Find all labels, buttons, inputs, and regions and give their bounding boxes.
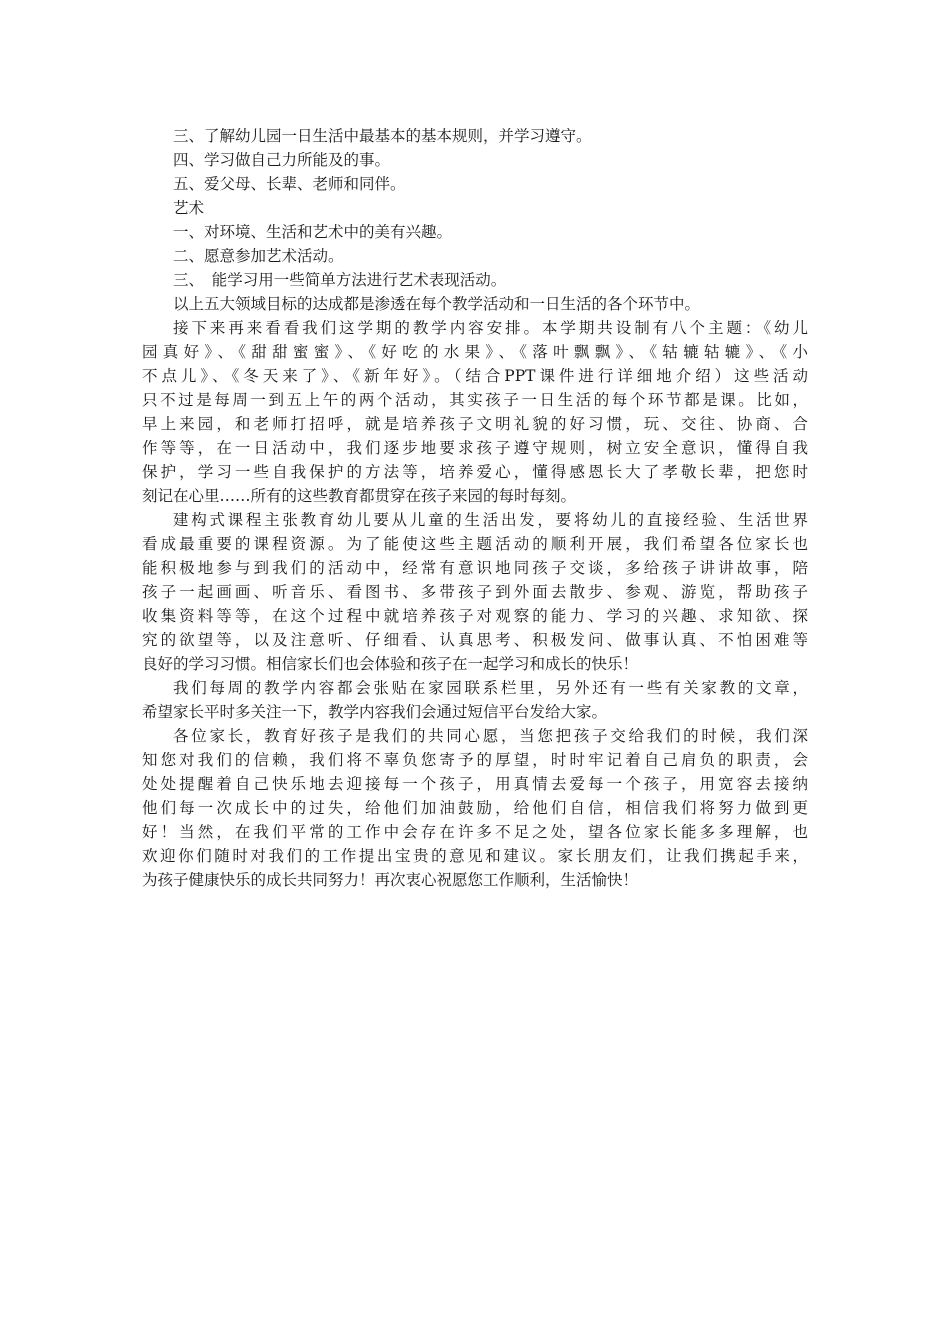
text-line: 以上五大领域目标的达成都是渗透在每个教学活动和一日生活的各个环节中。 bbox=[173, 295, 701, 313]
text-line: 收集资料等等，在这个过程中就培养孩子对观察的能力、学习的兴趣、求知欲、探 bbox=[142, 607, 808, 625]
text-line: 一、对环境、生活和艺术中的美有兴趣。 bbox=[173, 223, 453, 241]
text-line: 究的欲望等，以及注意听、仔细看、认真思考、积极发问、做事认真、不怕困难等 bbox=[142, 631, 808, 649]
text-line: 二、愿意参加艺术活动。 bbox=[173, 247, 344, 265]
text-line: 好！当然，在我们平常的工作中会存在许多不足之处，望各位家长能多多理解，也 bbox=[142, 823, 808, 841]
text-line: 三、了解幼儿园一日生活中最基本的基本规则，并学习遵守。 bbox=[173, 127, 592, 145]
text-line: 孩子一起画画、听音乐、看图书、多带孩子到外面去散步、参观、游览，帮助孩子 bbox=[142, 583, 808, 601]
text-line: 作等等，在一日活动中，我们逐步地要求孩子遵守规则，树立安全意识，懂得自我 bbox=[142, 439, 808, 457]
text-line: 能积极地参与到我们的活动中，经常有意识地同孩子交谈，多给孩子讲讲故事，陪 bbox=[142, 559, 808, 577]
text-line: 欢迎你们随时对我们的工作提出宝贵的意见和建议。家长朋友们，让我们携起手来， bbox=[142, 847, 808, 865]
text-line: 我们每周的教学内容都会张贴在家园联系栏里，另外还有一些有关家教的文章， bbox=[173, 679, 808, 697]
text-line: 不点儿》、《冬天来了》、《新年好》。（结合PPT课件进行详细地介绍）这些活动 bbox=[142, 367, 808, 385]
document-body bbox=[142, 124, 808, 892]
text-line: 各位家长，教育好孩子是我们的共同心愿，当您把孩子交给我们的时候，我们深 bbox=[173, 727, 808, 745]
text-line: 保护，学习一些自我保护的方法等，培养爱心，懂得感恩长大了孝敬长辈，把您时 bbox=[142, 463, 808, 481]
text-line: 四、学习做自己力所能及的事。 bbox=[173, 151, 391, 169]
text-line: 知您对我们的信赖，我们将不辜负您寄予的厚望，时时牢记着自己肩负的职责，会 bbox=[142, 751, 808, 769]
text-line: 希望家长平时多关注一下，教学内容我们会通过短信平台发给大家。 bbox=[142, 703, 608, 721]
text-line: 处处提醒着自己快乐地去迎接每一个孩子，用真情去爱每一个孩子，用宽容去接纳 bbox=[142, 775, 808, 793]
text-line: 建构式课程主张教育幼儿要从儿童的生活出发，要将幼儿的直接经验、生活世界 bbox=[173, 511, 808, 529]
text-line: 艺术 bbox=[173, 199, 205, 217]
text-line: 三、 能学习用一些简单方法进行艺术表现活动。 bbox=[173, 271, 507, 289]
text-line: 只不过是每周一到五上午的两个活动，其实孩子一日生活的每个环节都是课。比如， bbox=[142, 391, 808, 409]
text-line: 园真好》、《甜甜蜜蜜》、《好吃的水果》、《落叶飘飘》、《轱辘轱辘》、《小 bbox=[142, 343, 808, 361]
text-line: 看成最重要的课程资源。为了能使这些主题活动的顺利开展，我们希望各位家长也 bbox=[142, 535, 808, 553]
text-line: 他们每一次成长中的过失，给他们加油鼓励，给他们自信，相信我们将努力做到更 bbox=[142, 799, 808, 817]
text-line: 五、爱父母、长辈、老师和同伴。 bbox=[173, 175, 406, 193]
text-line: 接下来再来看看我们这学期的教学内容安排。本学期共设制有八个主题：《幼儿 bbox=[173, 319, 808, 337]
text-line: 良好的学习习惯。相信家长们也会体验和孩子在一起学习和成长的快乐！ bbox=[142, 655, 639, 673]
text-line: 刻记在心里……所有的这些教育都贯穿在孩子来园的每时每刻。 bbox=[142, 487, 577, 505]
text-line: 早上来园，和老师打招呼，就是培养孩子文明礼貌的好习惯，玩、交往、协商、合 bbox=[142, 415, 808, 433]
text-line: 为孩子健康快乐的成长共同努力！再次衷心祝愿您工作顺利，生活愉快！ bbox=[142, 871, 639, 889]
